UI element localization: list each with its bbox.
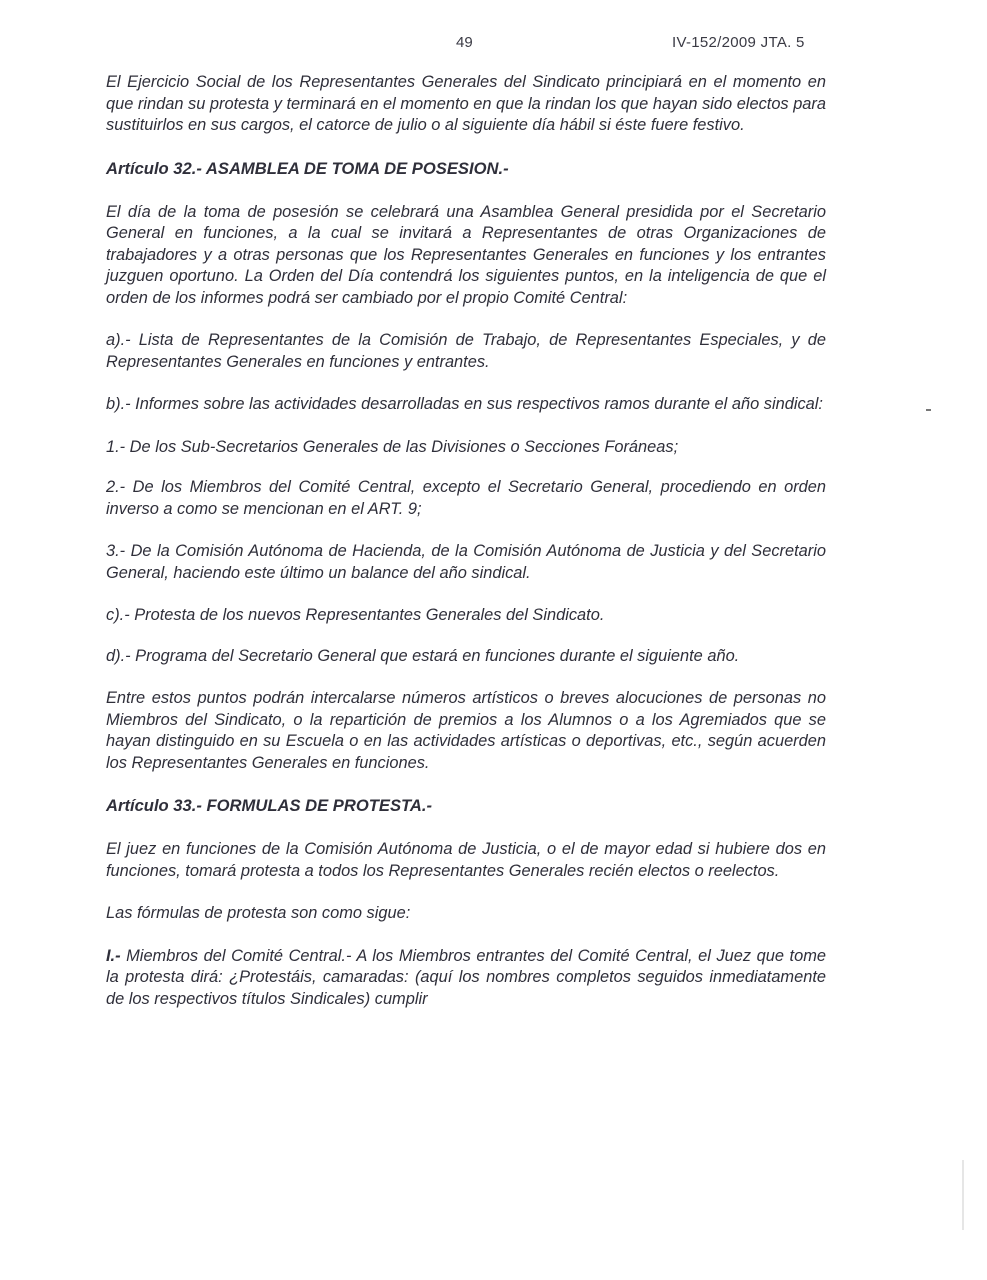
list-item-roman-I-lead: I.- (106, 946, 121, 965)
paragraph-ejercicio-social: El Ejercicio Social de los Representantes Generales del Sindicato principiará en el momento en que rindan su protesta y terminará en el momento en que la rindan los que hayan sido electos para sustituirlos en sus cargos, el catorce de julio o al siguiente día hábil si éste fuere festivo. (106, 73, 826, 134)
document-body (106, 72, 826, 1031)
paragraph-juez-protesta: El juez en funciones de la Comisión Autónoma de Justicia, o el de mayor edad si hubiere dos en funciones, tomará protesta a todos los Representantes Generales recién electos o reelectos. (106, 840, 826, 880)
heading-articulo-33: Artículo 33.- FORMULAS DE PROTESTA.- (106, 796, 433, 815)
scan-edge-mark (962, 1160, 964, 1230)
list-item-c: c).- Protesta de los nuevos Representantes Generales del Sindicato. (106, 606, 605, 624)
scan-mark (926, 409, 931, 411)
list-item-roman-I-text: Miembros del Comité Central.- A los Miembros entrantes del Comité Central, el Juez que tome la protesta dirá: ¿Protestáis, camaradas: (aquí los nombres completos seguidos inmediatamente de los respectivos títulos Sindicales) cumplir (106, 946, 826, 1008)
list-item-b: b).- Informes sobre las actividades desarrolladas en sus respectivos ramos durante el año sindical: (106, 395, 823, 413)
list-item-a: a).- Lista de Representantes de la Comisión de Trabajo, de Representantes Especiales, y de Representantes Generales en funciones y entrantes. (106, 331, 826, 371)
paragraph-toma-de-posesion: El día de la toma de posesión se celebrará una Asamblea General presidida por el Secretario General en funciones, a la cual se invitará a Representantes de otras Organizaciones de trabajadores y a otras personas que los Representantes Generales en funciones y los entrantes juzguen oportuno. La Orden del Día contendrá los siguientes puntos, en la inteligencia de que el orden de los informes podrá ser cambiado por el propio Comité Central: (106, 202, 826, 307)
page-header (0, 34, 987, 54)
page-number: 49 (456, 34, 473, 51)
paragraph-intercalar-puntos: Entre estos puntos podrán intercalarse números artísticos o breves alocuciones de personas no Miembros del Sindicato, o la repartición de premios a los Alumnos o a los Agremiados que se hayan distinguido en su Escuela o en las actividades artísticas o deportivas, etc., según acuerden los Representantes Generales en funciones. (106, 689, 826, 772)
paragraph-formulas-intro: Las fórmulas de protesta son como sigue: (106, 904, 411, 922)
list-item-1: 1.- De los Sub-Secretarios Generales de las Divisiones o Secciones Foráneas; (106, 437, 679, 456)
list-item-3: 3.- De la Comisión Autónoma de Hacienda, de la Comisión Autónoma de Justicia y del Secretario General, haciendo este último un balance del año sindical. (106, 542, 826, 582)
list-item-2: 2.- De los Miembros del Comité Central, excepto el Secretario General, procediendo en orden inverso a como se mencionan en el ART. 9; (106, 478, 826, 518)
document-reference: IV-152/2009 JTA. 5 (672, 34, 805, 51)
list-item-d: d).- Programa del Secretario General que estará en funciones durante el siguiente año. (106, 646, 740, 665)
heading-articulo-32: Artículo 32.- ASAMBLEA DE TOMA DE POSESION.- (106, 158, 509, 178)
list-item-roman-I (106, 946, 826, 1011)
